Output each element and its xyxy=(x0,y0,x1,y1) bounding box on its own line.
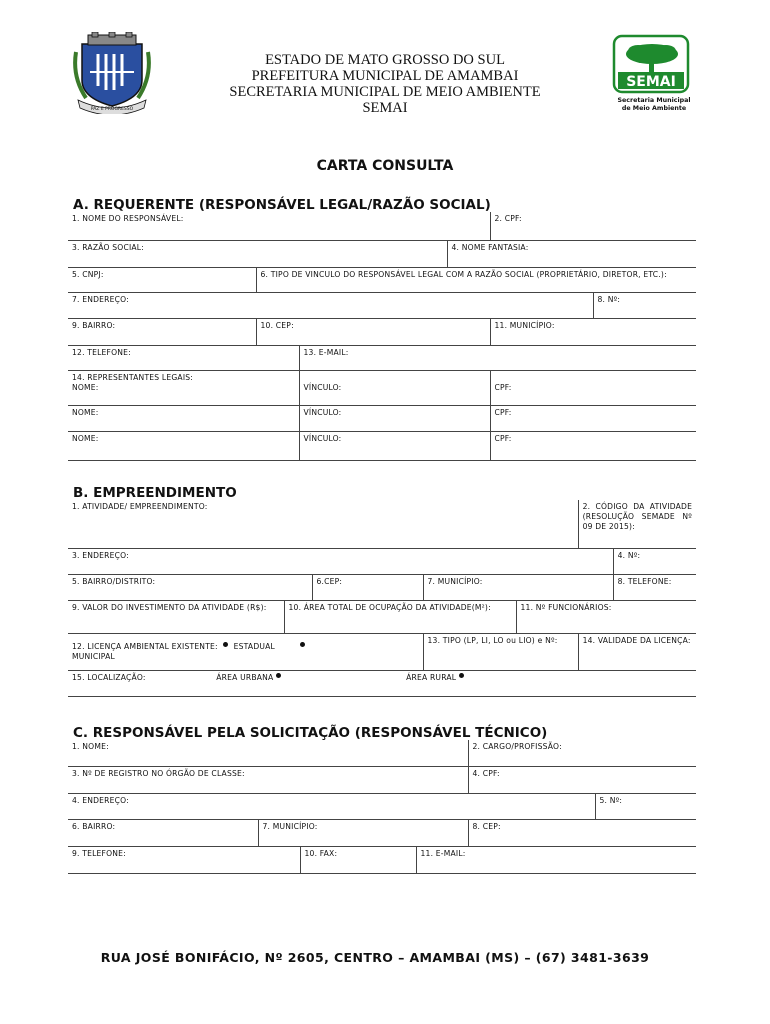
field-rt-email[interactable]: 11. E-MAIL: xyxy=(416,846,696,873)
field-funcionarios[interactable]: 11. Nº FUNCIONÁRIOS: xyxy=(516,600,696,633)
section-b-form xyxy=(68,500,696,697)
field-representante-3-nome[interactable]: NOME: xyxy=(68,431,299,460)
field-codigo-atividade[interactable]: 2. CÓDIGO DA ATIVIDADE (RESOLUÇÃO SEMADE Nº 09 DE 2015): xyxy=(578,500,696,548)
field-cpf[interactable]: 2. CPF: xyxy=(490,212,696,240)
field-rt-cep[interactable]: 8. CEP: xyxy=(468,819,696,846)
letterhead xyxy=(200,52,570,116)
header-secretaria: SECRETARIA MUNICIPAL DE MEIO AMBIENTE xyxy=(229,84,541,100)
field-municipio-empreendimento[interactable]: 7. MUNICÍPIO: xyxy=(423,574,613,600)
field-rt-registro[interactable]: 3. Nº DE REGISTRO NO ÓRGÃO DE CLASSE: xyxy=(68,766,468,793)
radio-municipal[interactable] xyxy=(300,642,305,647)
header-state: ESTADO DE MATO GROSSO DO SUL xyxy=(265,52,505,68)
field-rt-endereco[interactable]: 4. ENDEREÇO: xyxy=(68,793,595,819)
field-representante-3-cpf[interactable]: CPF: xyxy=(490,431,696,460)
field-rt-nome[interactable]: 1. NOME: xyxy=(68,740,468,766)
radio-area-rural[interactable] xyxy=(459,673,464,678)
field-validade-licenca[interactable]: 14. VALIDADE DA LICENÇA: xyxy=(578,633,696,670)
field-telefone[interactable]: 12. TELEFONE: xyxy=(68,345,299,370)
field-representante-2-cpf[interactable]: CPF: xyxy=(490,405,696,431)
field-rt-cpf[interactable]: 4. CPF: xyxy=(468,766,696,793)
svg-text:de Meio Ambiente: de Meio Ambiente xyxy=(621,105,687,112)
section-c-title: C. RESPONSÁVEL PELA SOLICITAÇÃO (RESPONSÁVEL TÉCNICO) xyxy=(73,725,548,741)
field-cep-empreendimento[interactable]: 6.CEP: xyxy=(312,574,423,600)
field-nome-fantasia[interactable]: 4. NOME FANTASIA: xyxy=(447,240,696,267)
field-numero[interactable]: 8. Nº: xyxy=(593,292,696,318)
field-tipo-vinculo[interactable]: 6. TIPO DE VINCULO DO RESPONSÁVEL LEGAL COM A RAZÃO SOCIAL (PROPRIETÁRIO, DIRETOR, ETC.): xyxy=(256,267,696,292)
svg-text:Secretaria Municipal: Secretaria Municipal xyxy=(617,97,691,104)
field-atividade[interactable]: 1. ATIVIDADE/ EMPREENDIMENTO: xyxy=(68,500,578,548)
field-representante-1-cpf[interactable]: CPF: xyxy=(490,370,696,405)
section-b-title: B. EMPREENDIMENTO xyxy=(73,485,237,501)
field-endereco[interactable]: 7. ENDEREÇO: xyxy=(68,292,593,318)
field-nome-responsavel[interactable]: 1. NOME DO RESPONSÁVEL: xyxy=(68,212,490,240)
field-municipio[interactable]: 11. MUNICÍPIO: xyxy=(490,318,696,345)
field-rt-municipio[interactable]: 7. MUNICÍPIO: xyxy=(258,819,468,846)
field-rt-cargo[interactable]: 2. CARGO/PROFISSÃO: xyxy=(468,740,696,766)
field-valor-investimento[interactable]: 9. VALOR DO INVESTIMENTO DA ATIVIDADE (R$): xyxy=(68,600,284,633)
svg-text:SEMAI: SEMAI xyxy=(626,74,676,90)
semai-logo xyxy=(608,34,698,116)
section-c-form xyxy=(68,740,696,874)
field-rt-bairro[interactable]: 6. BAIRRO: xyxy=(68,819,258,846)
section-a-form xyxy=(68,212,696,461)
field-tipo-licenca[interactable]: 13. TIPO (LP, LI, LO ou LIO) e Nº: xyxy=(423,633,578,670)
radio-area-urbana[interactable] xyxy=(276,673,281,678)
field-representante-3-vinculo[interactable]: VÍNCULO: xyxy=(299,431,490,460)
field-localizacao: 15. LOCALIZAÇÃO: ÁREA URBANA ÁREA RURAL xyxy=(68,670,696,696)
radio-estadual[interactable] xyxy=(223,642,228,647)
field-email[interactable]: 13. E-MAIL: xyxy=(299,345,696,370)
field-area-total[interactable]: 10. ÁREA TOTAL DE OCUPAÇÃO DA ATIVIDADE(M²): xyxy=(284,600,516,633)
header-semai: SEMAI xyxy=(362,100,408,116)
field-licenca-existente: 12. LICENÇA AMBIENTAL EXISTENTE: ESTADUAL MUNICIPAL xyxy=(68,633,423,670)
field-representante-2-vinculo[interactable]: VÍNCULO: xyxy=(299,405,490,431)
field-cep[interactable]: 10. CEP: xyxy=(256,318,490,345)
section-a-title: A. REQUERENTE (RESPONSÁVEL LEGAL/RAZÃO SOCIAL) xyxy=(73,197,491,213)
field-bairro[interactable]: 9. BAIRRO: xyxy=(68,318,256,345)
municipal-coat-of-arms xyxy=(72,32,152,114)
field-representante-1-nome[interactable]: 14. REPRESENTANTES LEGAIS: NOME: xyxy=(68,370,299,405)
field-representante-1-vinculo[interactable]: VÍNCULO: xyxy=(299,370,490,405)
field-rt-numero[interactable]: 5. Nº: xyxy=(595,793,696,819)
document-title: CARTA CONSULTA xyxy=(316,158,454,174)
field-numero-empreendimento[interactable]: 4. Nº: xyxy=(613,548,696,574)
field-bairro-distrito[interactable]: 5. BAIRRO/DISTRITO: xyxy=(68,574,312,600)
field-endereco-empreendimento[interactable]: 3. ENDEREÇO: xyxy=(68,548,613,574)
field-representante-2-nome[interactable]: NOME: xyxy=(68,405,299,431)
field-telefone-empreendimento[interactable]: 8. TELEFONE: xyxy=(613,574,696,600)
field-rt-telefone[interactable]: 9. TELEFONE: xyxy=(68,846,300,873)
header-prefeitura: PREFEITURA MUNICIPAL DE AMAMBAI xyxy=(251,68,519,84)
footer-address: RUA JOSÉ BONIFÁCIO, Nº 2605, CENTRO – AMAMBAI (MS) – (67) 3481-3639 xyxy=(100,950,650,965)
field-rt-fax[interactable]: 10. FAX: xyxy=(300,846,416,873)
field-razao-social[interactable]: 3. RAZÃO SOCIAL: xyxy=(68,240,447,267)
svg-text:PAZ E PROGRESSO: PAZ E PROGRESSO xyxy=(90,107,134,112)
field-cnpj[interactable]: 5. CNPJ: xyxy=(68,267,256,292)
